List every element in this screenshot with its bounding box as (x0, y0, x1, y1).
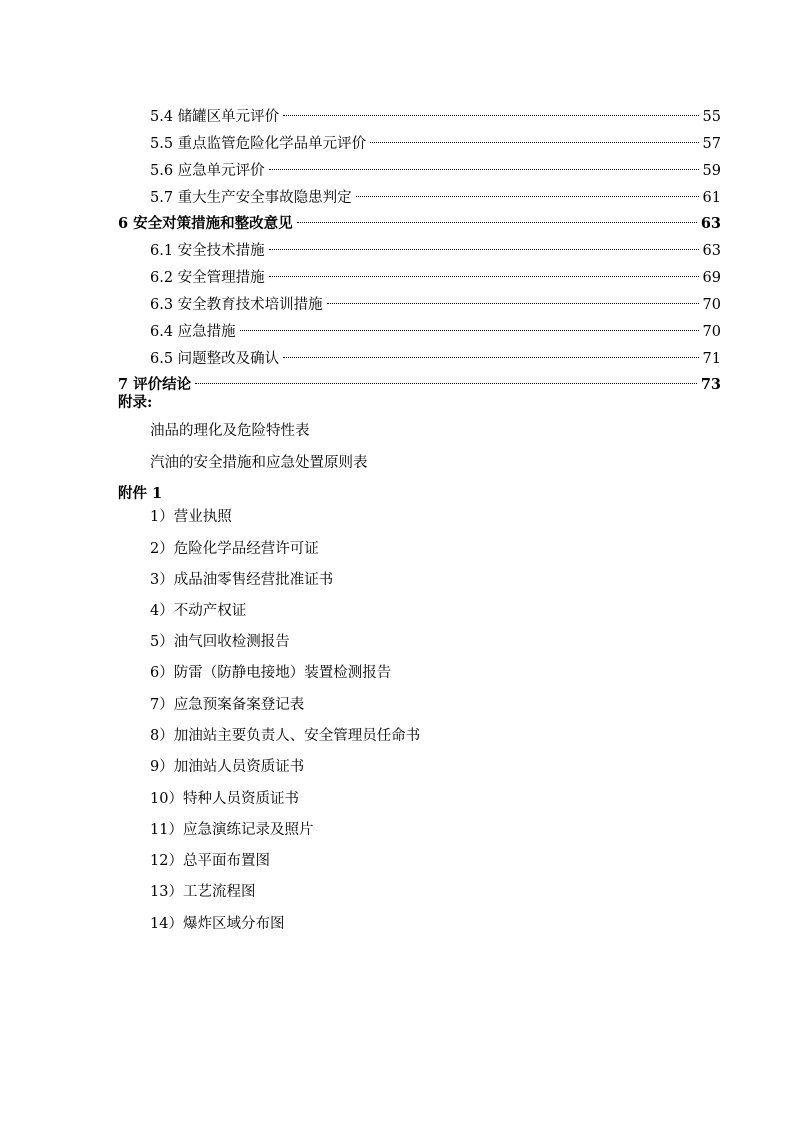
toc-entry-page: 63 (702, 243, 721, 259)
attachment-item: 12）总平面布置图 (150, 853, 270, 869)
toc-leader-dots (283, 95, 698, 116)
toc-entry-label: 6 安全对策措施和整改意见 (118, 215, 293, 232)
attachment-item: 11）应急演练记录及照片 (150, 822, 314, 838)
attachment-item: 1）营业执照 (150, 509, 232, 525)
toc-entry-page: 70 (702, 324, 721, 340)
toc-entry[interactable] (150, 342, 721, 367)
toc-leader-dots (297, 202, 697, 223)
appendix-item: 汽油的安全措施和应急处置原则表 (150, 455, 368, 471)
attachment-item: 7）应急预案备案登记表 (150, 697, 305, 713)
toc-entry[interactable] (150, 127, 721, 152)
attachment-item: 14）爆炸区域分布图 (150, 916, 285, 932)
appendix-item: 油品的理化及危险特性表 (150, 423, 310, 439)
toc-chapter-entry[interactable] (118, 368, 721, 393)
toc-entry-label: 6.4 应急措施 (150, 324, 236, 340)
toc-entry-page: 70 (702, 297, 721, 313)
toc-entry[interactable] (150, 288, 721, 313)
toc-leader-dots (283, 337, 698, 358)
toc-entry-label: 6.1 安全技术措施 (150, 243, 265, 259)
attachment-heading: 附件 1 (118, 485, 163, 502)
toc-entry-label: 7 评价结论 (118, 376, 192, 393)
toc-entry-page: 69 (702, 270, 721, 286)
toc-entry-label: 6.3 安全教育技术培训措施 (150, 297, 323, 313)
toc-leader-dots (269, 229, 699, 250)
attachment-item: 2）危险化学品经营许可证 (150, 541, 319, 557)
toc-entry-page: 57 (702, 136, 721, 152)
toc-entry[interactable] (150, 181, 721, 206)
toc-entry-page: 73 (700, 376, 721, 393)
attachment-item: 9）加油站人员资质证书 (150, 759, 305, 775)
attachment-item: 5）油气回收检测报告 (150, 634, 290, 650)
attachment-item: 4）不动产权证 (150, 603, 247, 619)
toc-entry-page: 71 (702, 351, 721, 367)
toc-entry-page: 63 (700, 215, 721, 232)
toc-entry-label: 5.7 重大生产安全事故隐患判定 (150, 190, 352, 206)
toc-leader-dots (327, 283, 699, 304)
toc-entry[interactable] (150, 154, 721, 179)
toc-entry[interactable] (150, 100, 721, 125)
toc-entry-page: 59 (702, 163, 721, 179)
toc-leader-dots (240, 310, 699, 331)
toc-entry-label: 5.5 重点监管危险化学品单元评价 (150, 136, 367, 152)
attachment-item: 13）工艺流程图 (150, 884, 256, 900)
toc-entry[interactable] (150, 234, 721, 259)
toc-chapter-entry[interactable] (118, 207, 721, 232)
toc-entry-page: 55 (702, 109, 721, 125)
toc-entry[interactable] (150, 315, 721, 340)
toc-leader-dots (269, 256, 699, 277)
attachment-item: 10）特种人员资质证书 (150, 791, 299, 807)
attachment-item: 8）加油站主要负责人、安全管理员任命书 (150, 728, 421, 744)
attachment-item: 3）成品油零售经营批准证书 (150, 572, 334, 588)
toc-entry-label: 6.5 问题整改及确认 (150, 351, 280, 367)
toc-leader-dots (269, 149, 699, 170)
toc-entry[interactable] (150, 261, 721, 286)
toc-entry-label: 5.4 储罐区单元评价 (150, 109, 280, 125)
toc-entry-page: 61 (702, 190, 721, 206)
toc-leader-dots (370, 122, 698, 143)
toc-entry-label: 5.6 应急单元评价 (150, 163, 265, 179)
attachment-item: 6）防雷（防静电接地）装置检测报告 (150, 665, 392, 681)
appendix-heading: 附录: (118, 394, 153, 411)
toc-entry-label: 6.2 安全管理措施 (150, 270, 265, 286)
toc-leader-dots (356, 176, 699, 197)
toc-leader-dots (195, 363, 697, 384)
